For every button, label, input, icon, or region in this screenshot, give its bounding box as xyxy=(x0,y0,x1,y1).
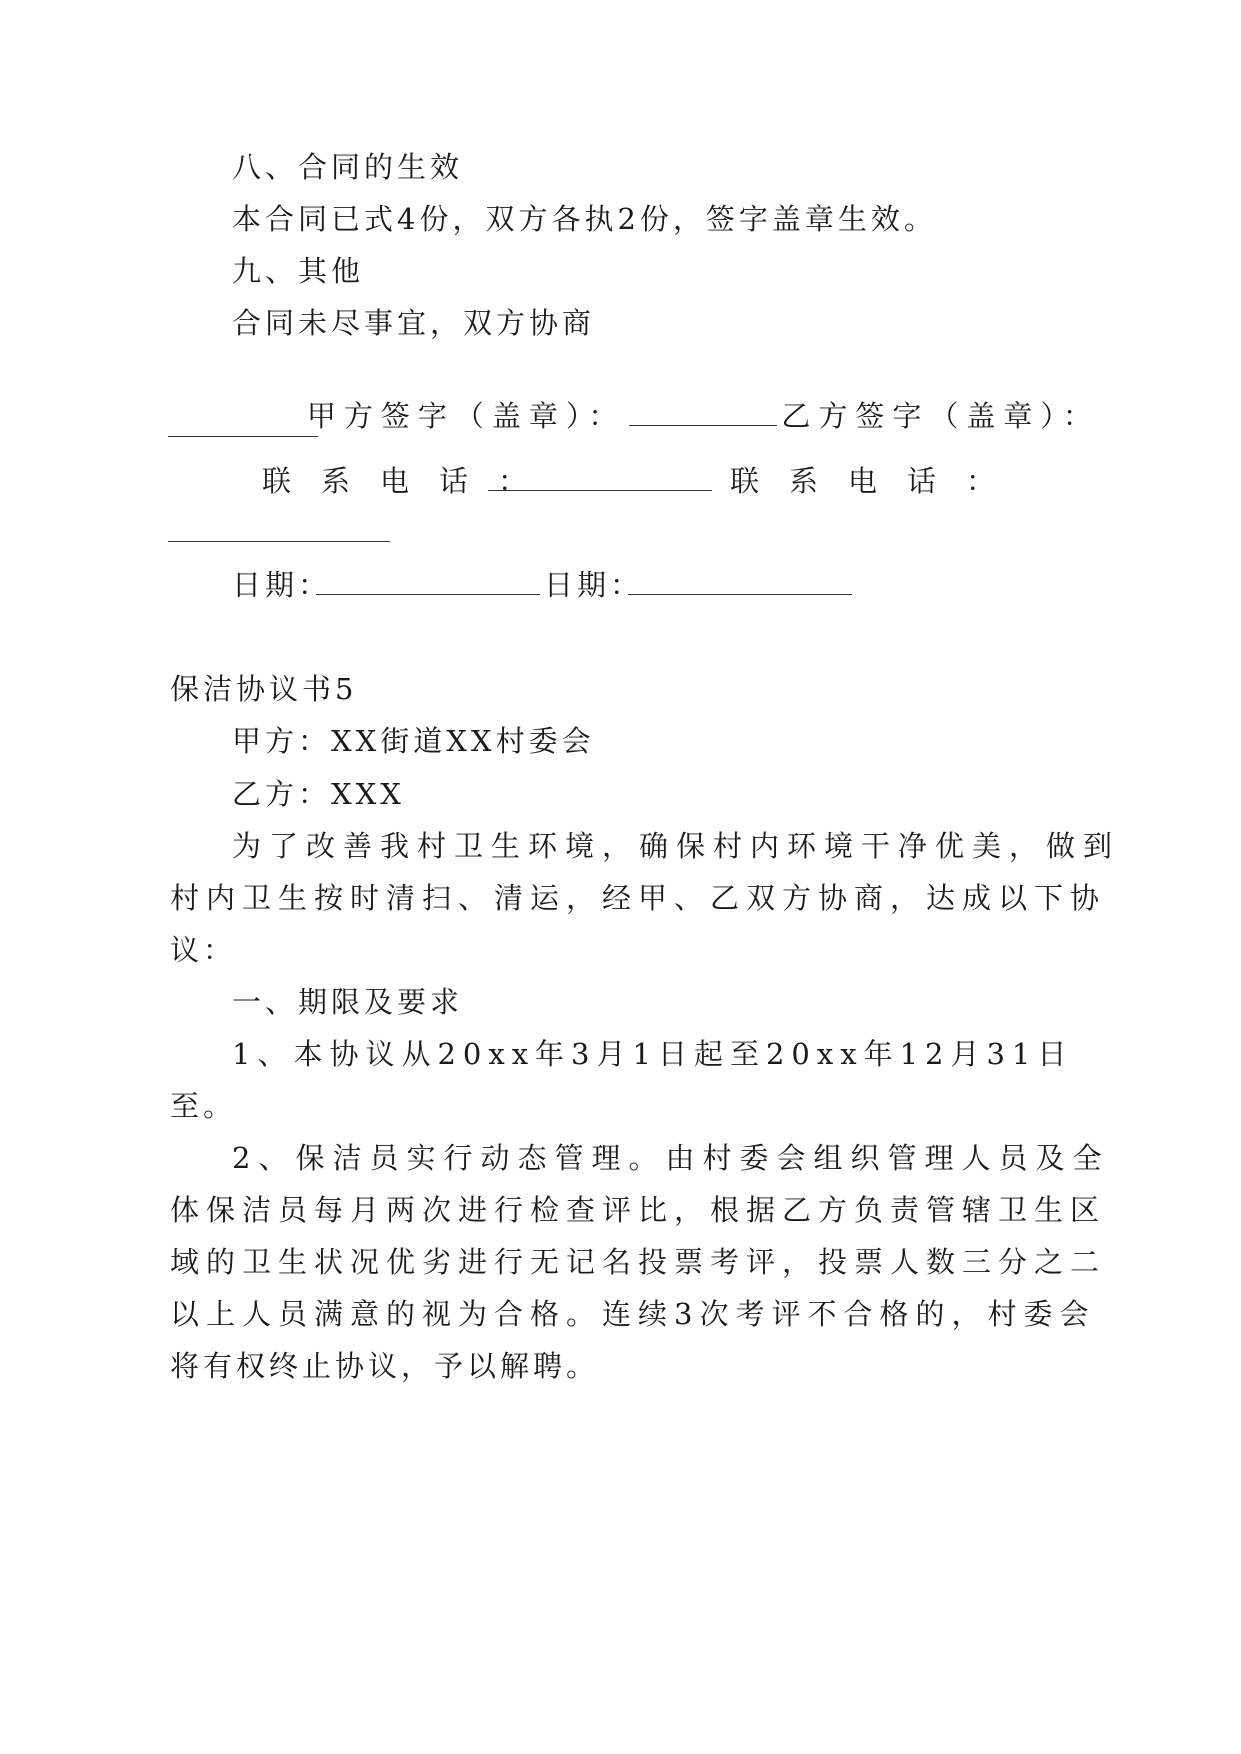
phone-a-blank xyxy=(488,490,712,491)
agreement-title: 保洁协议书5 xyxy=(170,672,358,706)
party-b-signature-blank xyxy=(168,436,318,437)
party-a: 甲方：XX街道XX村委会 xyxy=(232,724,595,758)
signature-row xyxy=(238,356,1100,476)
item-1-line-1: 1、本协议从20xx年3月1日起至20xx年12月31日 xyxy=(232,1037,1074,1071)
date-b-label: 日期： xyxy=(544,568,644,602)
phone-a-label: 联系电话： xyxy=(262,464,558,498)
item-2-line-4: 以上人员满意的视为合格。连续3次考评不合格的，村委会 xyxy=(170,1297,1096,1331)
item-1-line-2: 至。 xyxy=(170,1089,237,1123)
party-a-signature-label: 甲方签字（盖章）： xyxy=(306,399,626,433)
intro-line-2: 村内卫生按时清扫、清运，经甲、乙双方协商，达成以下协 xyxy=(170,881,1107,915)
section-9-body: 合同未尽事宜，双方协商 xyxy=(232,306,596,340)
section-1-heading: 一、期限及要求 xyxy=(232,985,464,1019)
date-a-label: 日期： xyxy=(232,568,332,602)
date-b-blank xyxy=(628,594,852,595)
item-2-line-3: 域的卫生状况优劣进行无记名投票考评，投票人数三分之二 xyxy=(170,1245,1107,1279)
party-b: 乙方：XXX xyxy=(232,777,405,811)
section-8-body: 本合同已式4份，双方各执2份，签字盖章生效。 xyxy=(232,202,937,236)
item-2-line-5: 将有权终止协议，予以解聘。 xyxy=(170,1349,600,1383)
section-9-heading: 九、其他 xyxy=(232,254,365,288)
party-b-signature-label: 乙方签字（盖章）： xyxy=(781,399,1100,433)
item-2-line-1: 2、保洁员实行动态管理。由村委会组织管理人员及全 xyxy=(232,1141,1110,1175)
item-2-line-2: 体保洁员每月两次进行检查评比，根据乙方负责管辖卫生区 xyxy=(170,1193,1107,1227)
date-a-blank xyxy=(316,594,540,595)
intro-line-3: 议： xyxy=(170,933,237,967)
party-a-signature-blank xyxy=(629,419,777,426)
intro-line-1: 为了改善我村卫生环境，确保村内环境干净优美，做到 xyxy=(232,829,1121,863)
phone-b-label: 联系电话： xyxy=(730,464,1026,498)
section-8-heading: 八、合同的生效 xyxy=(232,150,464,184)
phone-b-blank xyxy=(168,541,390,542)
